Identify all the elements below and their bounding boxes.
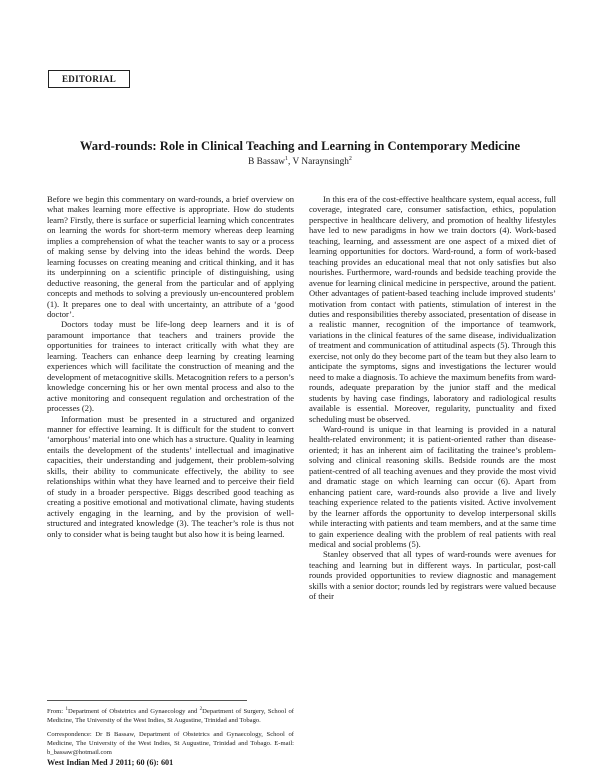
from-label: From: <box>47 708 66 716</box>
author-1-affiliation: 1 <box>285 156 289 162</box>
body-paragraph: Before we begin this commentary on ward-rounds, a brief overview on what makes learning more effective is appropriate. How do students learn? Firstly, there is surface or superficial learning which concentrates on learning the words for short-term memory whereas deep learning implies a comprehension of what the teacher wants to say or a process of making sense by delving into the ideas behind the words. Deep learning focusses on creating meaning and critical thinking, and it has its underpinning on a scientific principle of distinguishing, using deductive reasoning, the general from the particular and of applying concepts and methods to solving a previously un-encountered problem (1). It prepares one to deal with uncertainty, an attribute of a ‘good doctor’. <box>47 194 294 319</box>
body-paragraph: Ward-round is unique in that learning is provided in a natural health-related environment; it is patient-oriented rather than disease-oriented; it has an inherent aim of facilitating the trainee’s problem-solving and clinical reasoning skills. Bedside rounds are the most patient-centred of all teaching avenues and they provide the most vivid and dramatic stage on which learning can occur (6). Apart from enhancing patient care, ward-rounds also provide a live and lively teaching experience related to the patients visited. Active involvement by the learner affords the opportunity to develop interpersonal skills while interacting with patients and team members, and at the same time to gain experience dealing with the problem of real patients with real medical and social problems (5). <box>309 423 556 549</box>
right-column <box>309 194 556 602</box>
section-label: EDITORIAL <box>48 70 130 88</box>
affiliation-note <box>47 706 294 725</box>
affiliation-marker-1: 1 <box>65 707 68 712</box>
affiliation-marker-2: 2 <box>199 707 203 712</box>
author-1: B Bassaw <box>248 157 286 168</box>
left-column <box>47 194 294 539</box>
author-line <box>40 156 560 167</box>
author-separator: , <box>288 157 293 168</box>
author-2: V Naraynsingh <box>292 157 349 168</box>
article-title: Ward-rounds: Role in Clinical Teaching and Learning in Contemporary Medicine <box>79 139 521 153</box>
correspondence-note: Correspondence: Dr B Bassaw, Department of Obstetrics and Gynaecology, School of Medicine, The University of the West Indies, St Augustine, Trinidad and Tobago. E-mail: b_bassaw@hotmail.com <box>47 731 294 756</box>
body-paragraph: In this era of the cost-effective healthcare system, equal access, full coverage, integrated care, consumer satisfaction, ethics, population perspective in healthcare delivery, and promotion of healthy lifestyles have led to new paradigms in how we train doctors (4). Work-based teaching, learning, and assessment are one aspect of a mixed diet of learning opportunities for doctors. Ward-round, a form of work-based teaching provides an educational meal that not only satisfies but also nourishes. Furthermore, ward-rounds and bedside teaching provide the avenue for learning clinical medicine in perspective, around the patient. Other advantages of patient-based teaching include improved students’ motivation from contact with patients, stimulation of interest in the duties and responsibilities thereby associated, presentation of disease in a realistic manner, recognition of the importance of teamwork, variations in the clinical features of the same disease, individualization of treatment and communication of attitudinal aspects (5). Through this exercise, not only do they become part of the team but they also learn to anticipate the symptoms, signs and investigations the lecturer would need to make a diagnosis. To achieve the maximum benefits from ward-rounds, adequate preparation by the junior staff and the medical students by having case findings, laboratory and radiological results available is essential. Moreover, regularity, punctuality and fixed scheduling must be observed. <box>309 194 556 424</box>
affiliation-text-1: Department of Obstetrics and Gynaecology and <box>67 708 200 716</box>
body-paragraph: Stanley observed that all types of ward-rounds were avenues for teaching and learning but in different ways. In particular, post-call rounds provided opportunities to review diagnostic and management skills with a senior doctor; rounds led by registrars were valued because of their <box>309 549 556 602</box>
author-2-affiliation: 2 <box>348 156 352 162</box>
body-paragraph: Information must be presented in a structured and organized manner for effective learning. It is difficult for the student to convert ‘amorphous’ material into one which has a structure. Quality in learning entails the development of the students’ intellectual and imaginative capacities, their understanding and judgement, their problem-solving skills, their ability to communicate effectively, the ability to see relationships within what they have learned and to perceive their field of study in a broader perspective. Biggs described good teaching as creating a positive emotional and motivational climate, having students actively engaging in the learning, and by the provision of well-structured and integrated knowledge (3). The teacher’s role is thus not only to consider what is being taught but also how it is being learned. <box>47 413 294 539</box>
footnote-divider <box>47 700 247 701</box>
footnotes <box>47 706 294 763</box>
body-paragraph: Doctors today must be life-long deep learners and it is of paramount importance that teachers and trainers provide the opportunities for trainees to interact critically with what they are learning. Teachers can enhance deep learning by creating learning experiences which will facilitate the construction of meaning and the development of metacognitive skills. Metacognition refers to a person’s knowledge concerning his or her own mental process and also to the active monitoring and consequent regulation and orchestration of the processes (2). <box>47 319 294 414</box>
journal-citation: West Indian Med J 2011; 60 (6): 601 <box>47 758 174 767</box>
affiliation-text-2: Department of Surgery, School of Medicine, The University of the West Indies, St Augustine, Trinidad and Tobago. <box>47 708 294 724</box>
